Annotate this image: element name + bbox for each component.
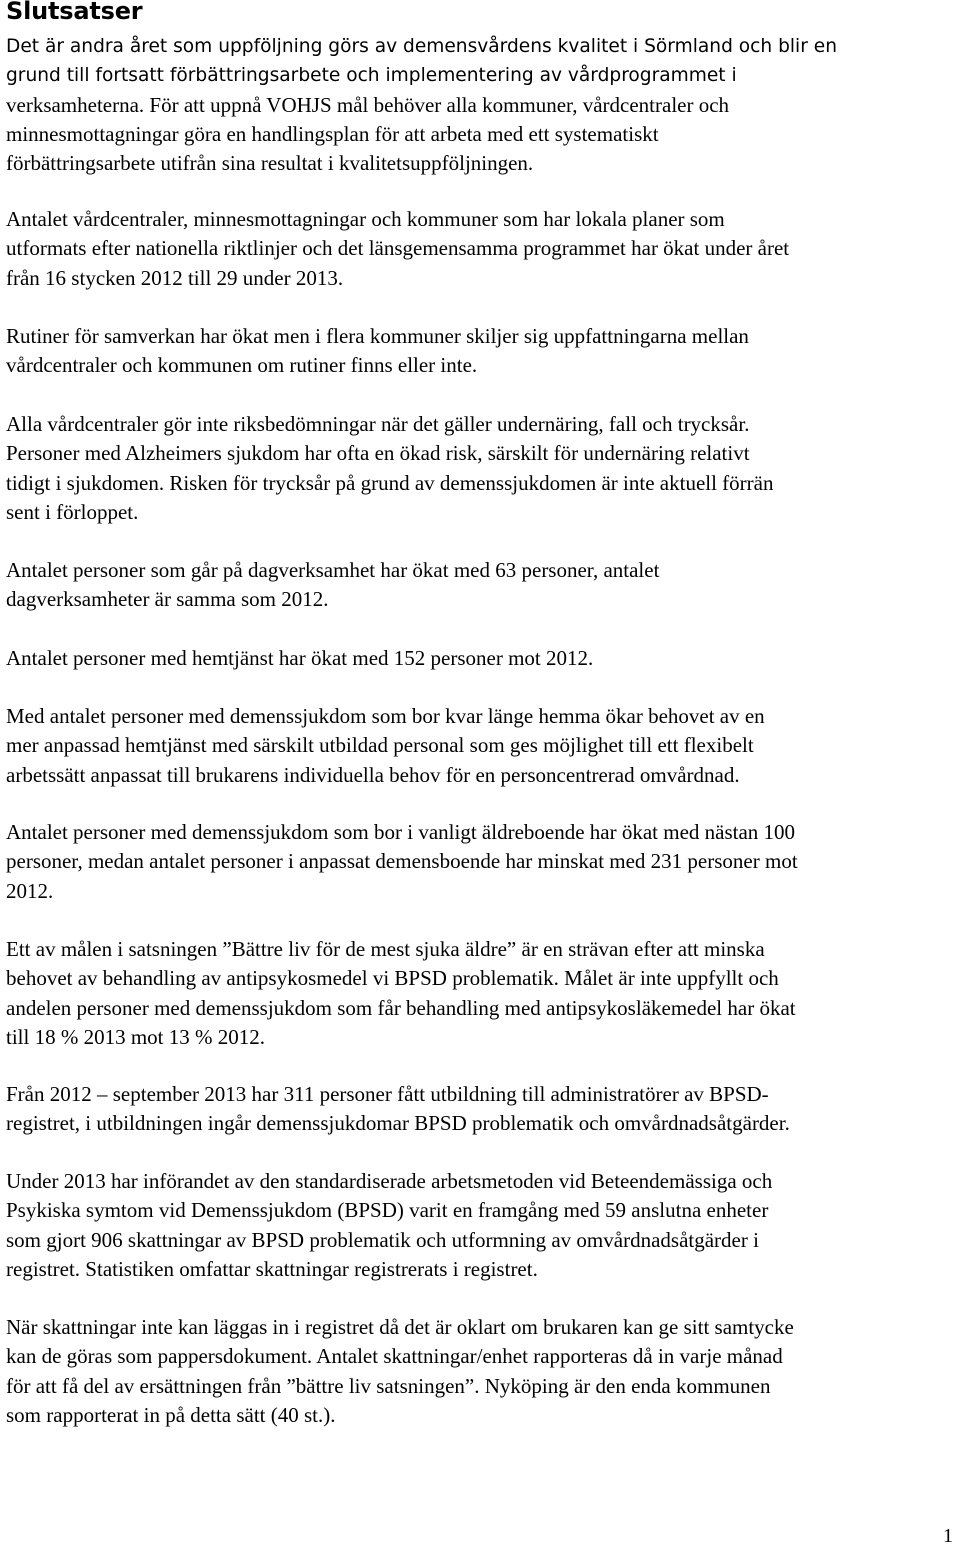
paragraph-home-care	[6, 644, 593, 673]
paragraph-line: 2012.	[6, 878, 54, 903]
paragraph-line: grund till fortsatt förbättringsarbete och implementering av vårdprogrammet i	[6, 65, 737, 87]
paragraph-line: sent i förloppet.	[6, 499, 139, 524]
paragraph-collaboration	[6, 322, 749, 381]
paragraph-paper-ratings	[6, 1313, 794, 1430]
paragraph-line: dagverksamheter är samma som 2012.	[6, 587, 329, 612]
paragraph-line: från 16 stycken 2012 till 29 under 2013.	[6, 265, 344, 290]
paragraph-bpsd-method	[6, 1167, 772, 1284]
paragraph-line: Antalet vårdcentraler, minnesmottagningar och kommuner som har lokala planer som	[6, 207, 725, 231]
paragraph-housing	[6, 818, 798, 906]
paragraph-risk-assessments	[6, 410, 773, 527]
paragraph-line: till 18 % 2013 mot 13 % 2012.	[6, 1024, 265, 1049]
paragraph-line: Ett av målen i satsningen ”Bättre liv för de mest sjuka äldre” är en strävan efter att minska	[6, 937, 765, 961]
paragraph-line: Under 2013 har införandet av den standardiserade arbetsmetoden vid Beteendemässiga och	[6, 1169, 773, 1193]
paragraph-line: mer anpassad hemtjänst med särskilt utbildad personal som ges möjlighet till ett flexibelt	[6, 733, 754, 758]
page-number: 1	[943, 1525, 953, 1547]
paragraph-line: Alla vårdcentraler gör inte riksbedömningar när det gäller undernäring, fall och trycksår.	[6, 412, 750, 436]
paragraph-line: Personer med Alzheimers sjukdom har ofta en ökad risk, särskilt för undernäring relativt	[6, 441, 750, 466]
paragraph-line: Antalet personer med demenssjukdom som bor i vanligt äldreboende har ökat med nästan 100	[6, 820, 796, 844]
paragraph-line: arbetssätt anpassat till brukarens individuella behov för en personcentrerad omvårdnad.	[6, 762, 740, 787]
paragraph-line: kan de göras som pappersdokument. Antalet skattningar/enhet rapporteras då in varje månad	[6, 1344, 783, 1369]
paragraph-line: förbättringsarbete utifrån sina resultat i kvalitetsuppföljningen.	[6, 151, 534, 175]
paragraph-line: Från 2012 – september 2013 har 311 personer fått utbildning till administratörer av BPSD-	[6, 1082, 769, 1106]
paragraph-line: andelen personer med demenssjukdom som får behandling med antipsykosläkemedel har ökat	[6, 995, 796, 1020]
paragraph-line: utformats efter nationella riktlinjer och det länsgemensamma programmet har ökat under året	[6, 236, 790, 261]
paragraph-line: Antalet personer som går på dagverksamhet har ökat med 63 personer, antalet	[6, 558, 660, 582]
paragraph-line: verksamheterna. För att uppnå VOHJS mål behöver alla kommuner, vårdcentraler och	[6, 92, 730, 117]
paragraph-adapted-home-care	[6, 702, 765, 790]
paragraph-line: personer, medan antalet personer i anpassat demensboende har minskat med 231 personer mot	[6, 849, 798, 874]
paragraph-line: som gjort 906 skattningar av BPSD problematik och utformning av omvårdnadsåtgärder i	[6, 1227, 759, 1252]
paragraph-day-activities	[6, 556, 659, 615]
paragraph-intro	[6, 32, 837, 178]
paragraph-bpsd-training	[6, 1080, 790, 1139]
paragraph-line: registret. Statistiken omfattar skattningar registrerats i registret.	[6, 1256, 538, 1281]
paragraph-line: När skattningar inte kan läggas in i registret då det är oklart om brukaren kan ge sitt samtycke	[6, 1315, 794, 1339]
paragraph-line: Antalet personer med hemtjänst har ökat med 152 personer mot 2012.	[6, 646, 594, 670]
paragraph-line: tidigt i sjukdomen. Risken för trycksår på grund av demenssjukdomen är inte aktuell förrän	[6, 470, 774, 495]
paragraph-antipsychotics	[6, 935, 796, 1052]
paragraph-line: Med antalet personer med demenssjukdom som bor kvar länge hemma ökar behovet av en	[6, 704, 765, 728]
paragraph-line: Psykiska symtom vid Demenssjukdom (BPSD) varit en framgång med 59 anslutna enheter	[6, 1198, 769, 1223]
paragraph-line: Det är andra året som uppföljning görs av demensvårdens kvalitet i Sörmland och blir en	[6, 36, 837, 57]
paragraph-line: vårdcentraler och kommunen om rutiner finns eller inte.	[6, 353, 478, 378]
paragraph-line: för att få del av ersättningen från ”bättre liv satsningen”. Nyköping är den enda kommunen	[6, 1373, 771, 1398]
paragraph-line: Rutiner för samverkan har ökat men i flera kommuner skiljer sig uppfattningarna mellan	[6, 324, 749, 348]
paragraph-local-plans	[6, 205, 789, 293]
paragraph-line: som rapporterat in på detta sätt (40 st.).	[6, 1402, 336, 1427]
paragraph-line: registret, i utbildningen ingår demenssjukdomar BPSD problematik och omvårdnadsåtgärder.	[6, 1111, 790, 1136]
paragraph-line: minnesmottagningar göra en handlingsplan för att arbeta med ett systematiskt	[6, 121, 659, 146]
page-heading: Slutsatser	[6, 0, 143, 25]
paragraph-line: behovet av behandling av antipsykosmedel vi BPSD problematik. Målet är inte uppfyllt och	[6, 966, 779, 991]
